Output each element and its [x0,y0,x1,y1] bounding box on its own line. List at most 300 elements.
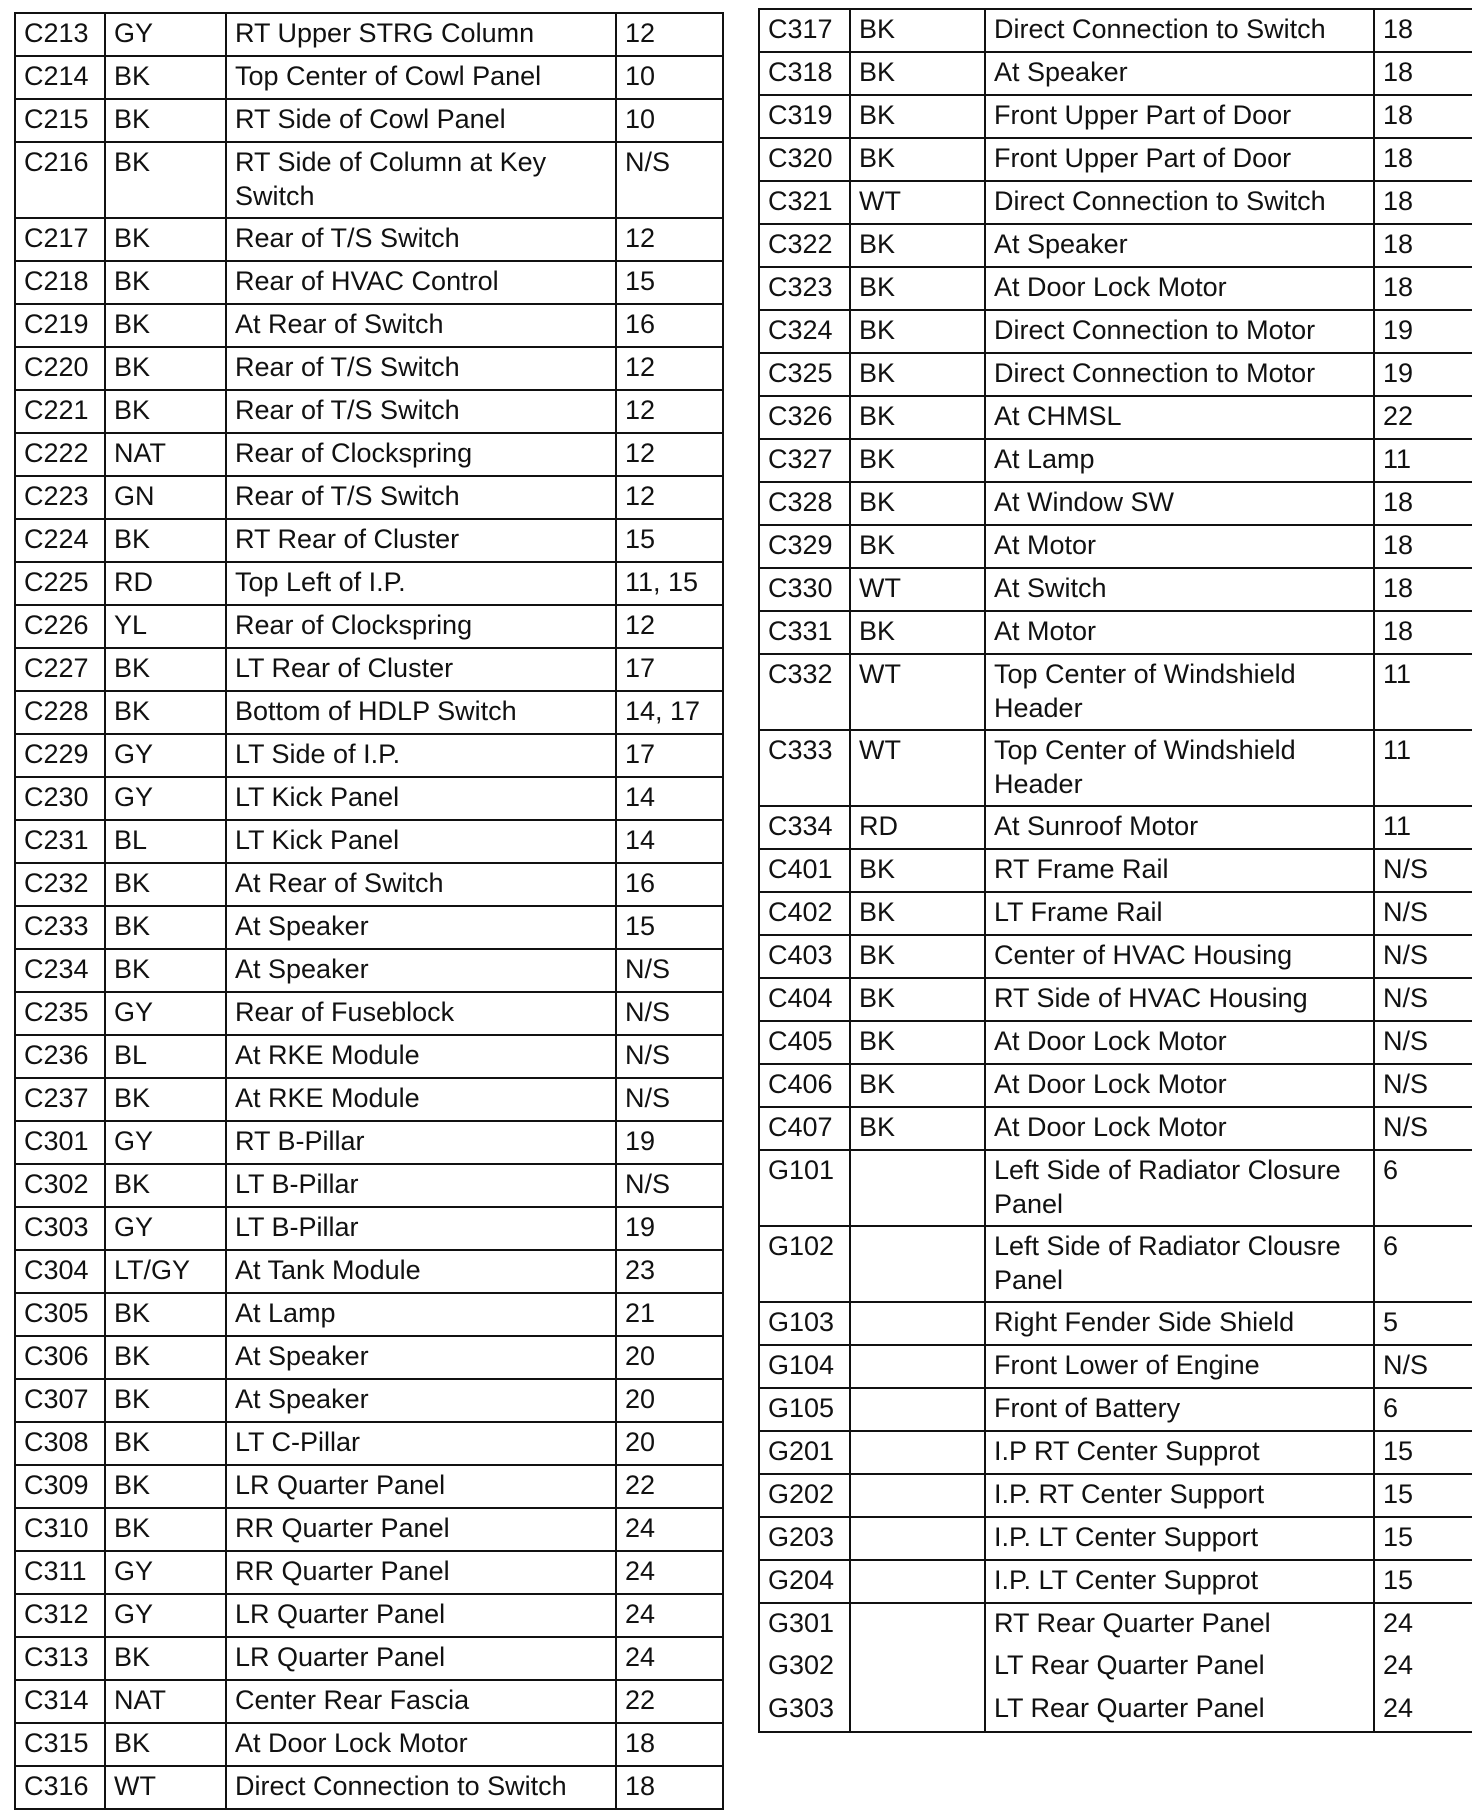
location-cell: RR Quarter Panel [226,1551,616,1594]
location-cell: At Speaker [985,224,1374,267]
location-cell: Rear of HVAC Control [226,261,616,304]
table-row [15,1078,723,1121]
location-cell: At Speaker [226,1379,616,1422]
location-cell: Top Left of I.P. [226,562,616,605]
location-cell: At Door Lock Motor [226,1723,616,1766]
location-cell: LT Side of I.P. [226,734,616,777]
table-row [15,863,723,906]
location-cell: At Tank Module [226,1250,616,1293]
wire-color-cell: BK [105,99,226,142]
connector-id-cell: C329 [759,525,850,568]
table-row [759,224,1472,267]
page-ref-cell: 22 [1374,396,1472,439]
wire-color-cell: BK [105,304,226,347]
wire-color-cell: GY [105,734,226,777]
table-row [759,1689,1472,1732]
location-cell: At Lamp [226,1293,616,1336]
table-row [759,1345,1472,1388]
connector-id-cell: C213 [15,13,105,56]
connector-id-cell: C308 [15,1422,105,1465]
table-row [15,56,723,99]
wire-color-cell: NAT [105,433,226,476]
wire-color-cell: BK [105,1465,226,1508]
wire-color-cell [850,1388,985,1431]
location-cell: Direct Connection to Motor [985,310,1374,353]
location-cell: At Door Lock Motor [985,1064,1374,1107]
connector-id-cell: C234 [15,949,105,992]
wire-color-cell: NAT [105,1680,226,1723]
table-row [759,267,1472,310]
location-cell: RT B-Pillar [226,1121,616,1164]
location-cell: At Sunroof Motor [985,806,1374,849]
page-ref-cell: 15 [616,519,723,562]
connector-id-cell: C326 [759,396,850,439]
wire-color-cell: BL [105,820,226,863]
wire-color-cell: BK [850,935,985,978]
table-row [15,1766,723,1809]
page-ref-cell: 22 [616,1465,723,1508]
connector-id-cell: C318 [759,52,850,95]
wire-color-cell: BK [105,142,226,218]
table-row [759,52,1472,95]
wire-color-cell [850,1150,985,1226]
table-row [15,605,723,648]
location-cell: Left Side of Radiator Clousre Panel [985,1226,1374,1302]
wire-color-cell [850,1474,985,1517]
page-ref-cell: N/S [1374,935,1472,978]
connector-id-cell: C226 [15,605,105,648]
connector-id-cell: C323 [759,267,850,310]
location-cell: LR Quarter Panel [226,1465,616,1508]
page-ref-cell: 19 [1374,353,1472,396]
table-row [759,1646,1472,1689]
page-ref-cell: 21 [616,1293,723,1336]
wire-color-cell [850,1560,985,1603]
wire-color-cell: BK [105,1293,226,1336]
page-ref-cell: 18 [1374,181,1472,224]
wire-color-cell: BK [105,906,226,949]
table-row [759,396,1472,439]
connector-id-cell: G105 [759,1388,850,1431]
wire-color-cell: BK [850,95,985,138]
page-ref-cell: 6 [1374,1150,1472,1226]
page-ref-cell: N/S [616,1078,723,1121]
wire-color-cell: GY [105,1207,226,1250]
table-row [15,1164,723,1207]
connector-id-cell: C332 [759,654,850,730]
location-cell: RT Side of HVAC Housing [985,978,1374,1021]
connector-id-cell: C301 [15,1121,105,1164]
table-row [759,892,1472,935]
page-ref-cell: 18 [1374,52,1472,95]
wire-color-cell [850,1226,985,1302]
wire-color-cell: GY [105,992,226,1035]
connector-id-cell: C223 [15,476,105,519]
page-ref-cell: 17 [616,648,723,691]
page-ref-cell: 15 [1374,1517,1472,1560]
location-cell: Bottom of HDLP Switch [226,691,616,734]
location-cell: At Door Lock Motor [985,1021,1374,1064]
page-ref-cell: 17 [616,734,723,777]
wire-color-cell: BK [105,347,226,390]
page-ref-cell: 24 [616,1508,723,1551]
table-row [759,482,1472,525]
connector-id-cell: C315 [15,1723,105,1766]
table-row [15,476,723,519]
page-ref-cell: 18 [1374,568,1472,611]
wire-color-cell: BK [105,1336,226,1379]
connector-id-cell: C225 [15,562,105,605]
connector-id-cell: C307 [15,1379,105,1422]
wire-color-cell: WT [850,730,985,806]
location-cell: RT Side of Cowl Panel [226,99,616,142]
page-ref-cell: 24 [616,1637,723,1680]
table-row [15,949,723,992]
page-ref-cell: 24 [616,1551,723,1594]
table-row [15,142,723,218]
table-row [759,525,1472,568]
table-row [15,1680,723,1723]
table-row [759,1517,1472,1560]
table-row [15,1508,723,1551]
location-cell: At Speaker [226,949,616,992]
table-row [759,310,1472,353]
connector-id-cell: C224 [15,519,105,562]
connector-id-cell: C302 [15,1164,105,1207]
page-ref-cell: N/S [616,949,723,992]
wire-color-cell: BK [105,218,226,261]
location-cell: LT B-Pillar [226,1207,616,1250]
wire-color-cell [850,1689,985,1732]
page-ref-cell: N/S [1374,1345,1472,1388]
connector-id-cell: C215 [15,99,105,142]
connector-id-cell: G104 [759,1345,850,1388]
page-ref-cell: 6 [1374,1226,1472,1302]
location-cell: I.P. LT Center Supprot [985,1560,1374,1603]
table-row [759,1431,1472,1474]
location-cell: Right Fender Side Shield [985,1302,1374,1345]
table-row [15,1594,723,1637]
page-ref-cell: 18 [1374,525,1472,568]
table-row [15,390,723,433]
location-cell: LR Quarter Panel [226,1594,616,1637]
wire-color-cell: BK [105,1422,226,1465]
page-ref-cell: 15 [616,906,723,949]
page-ref-cell: 18 [616,1723,723,1766]
page-ref-cell: 14 [616,777,723,820]
table-row [15,261,723,304]
connector-id-cell: C401 [759,849,850,892]
wire-color-cell: BK [105,648,226,691]
wire-color-cell: WT [850,181,985,224]
location-cell: At CHMSL [985,396,1374,439]
wire-color-cell: BK [850,1107,985,1150]
table-row [759,568,1472,611]
table-row [759,730,1472,806]
location-cell: Direct Connection to Motor [985,353,1374,396]
connector-id-cell: C306 [15,1336,105,1379]
location-cell: At Lamp [985,439,1374,482]
location-cell: At Rear of Switch [226,863,616,906]
location-cell: RT Upper STRG Column [226,13,616,56]
connector-id-cell: C330 [759,568,850,611]
wire-color-cell: BK [850,611,985,654]
wire-color-cell: BL [105,1035,226,1078]
table-row [759,1302,1472,1345]
page-ref-cell: 10 [616,99,723,142]
location-cell: At Window SW [985,482,1374,525]
page-ref-cell: 12 [616,390,723,433]
page-ref-cell: 15 [1374,1431,1472,1474]
location-cell: LR Quarter Panel [226,1637,616,1680]
location-cell: Rear of T/S Switch [226,476,616,519]
location-cell: At Rear of Switch [226,304,616,347]
connector-id-cell: C229 [15,734,105,777]
table-row [15,1250,723,1293]
wire-color-cell: BK [105,1379,226,1422]
location-cell: Direct Connection to Switch [985,9,1374,52]
wire-color-cell: WT [850,568,985,611]
wire-color-cell: RD [850,806,985,849]
table-row [15,1207,723,1250]
location-cell: Rear of T/S Switch [226,390,616,433]
table-row [759,935,1472,978]
page-ref-cell: 24 [1374,1646,1472,1689]
connector-id-cell: C312 [15,1594,105,1637]
location-cell: At Speaker [226,1336,616,1379]
connector-id-cell: C217 [15,218,105,261]
connector-id-cell: C328 [759,482,850,525]
location-cell: Rear of T/S Switch [226,347,616,390]
table-row [759,138,1472,181]
connector-table-right-body [759,9,1472,1732]
connector-id-cell: C319 [759,95,850,138]
wire-color-cell: BK [105,56,226,99]
table-row [15,1551,723,1594]
table-row [759,439,1472,482]
page-ref-cell: 12 [616,433,723,476]
wire-color-cell: LT/GY [105,1250,226,1293]
location-cell: At Speaker [226,906,616,949]
page-ref-cell: 18 [1374,482,1472,525]
page-ref-cell: 11 [1374,654,1472,730]
table-row [15,13,723,56]
wire-color-cell: RD [105,562,226,605]
wire-color-cell: BK [850,267,985,310]
page-ref-cell: 24 [1374,1603,1472,1646]
connector-id-cell: C309 [15,1465,105,1508]
page-ref-cell: 14 [616,820,723,863]
table-row [759,1388,1472,1431]
connector-id-cell: G102 [759,1226,850,1302]
connector-id-cell: C235 [15,992,105,1035]
connector-id-cell: G303 [759,1689,850,1732]
wire-color-cell: GY [105,13,226,56]
wire-color-cell: BK [105,949,226,992]
connector-id-cell: C220 [15,347,105,390]
wire-color-cell: BK [105,863,226,906]
page-ref-cell: 12 [616,476,723,519]
table-row [759,353,1472,396]
page-ref-cell: 18 [1374,9,1472,52]
table-row [759,978,1472,1021]
page-ref-cell: 5 [1374,1302,1472,1345]
page-ref-cell: 19 [1374,310,1472,353]
location-cell: Front Upper Part of Door [985,95,1374,138]
wire-color-cell: BK [850,849,985,892]
wire-color-cell: BK [850,353,985,396]
location-cell: RR Quarter Panel [226,1508,616,1551]
wire-color-cell: BK [850,892,985,935]
connector-id-cell: C216 [15,142,105,218]
table-row [759,1064,1472,1107]
wire-color-cell: BK [105,1508,226,1551]
connector-id-cell: C237 [15,1078,105,1121]
page-ref-cell: 15 [1374,1474,1472,1517]
page-ref-cell: 15 [616,261,723,304]
location-cell: LT Frame Rail [985,892,1374,935]
wire-color-cell: BK [850,52,985,95]
page-ref-cell: 14, 17 [616,691,723,734]
connector-id-cell: G103 [759,1302,850,1345]
wire-color-cell: BK [105,1078,226,1121]
location-cell: RT Rear of Cluster [226,519,616,562]
wire-color-cell: GY [105,777,226,820]
wire-color-cell: BK [850,978,985,1021]
connector-id-cell: C233 [15,906,105,949]
wire-color-cell: BK [105,1164,226,1207]
table-row [759,181,1472,224]
connector-id-cell: C402 [759,892,850,935]
page-ref-cell: N/S [1374,892,1472,935]
connector-id-cell: G203 [759,1517,850,1560]
page-ref-cell: 12 [616,218,723,261]
connector-id-cell: C331 [759,611,850,654]
table-row [15,1422,723,1465]
connector-table-left [14,12,724,1810]
location-cell: At Motor [985,525,1374,568]
page-ref-cell: 15 [1374,1560,1472,1603]
location-cell: I.P. LT Center Support [985,1517,1374,1560]
connector-id-cell: C232 [15,863,105,906]
wire-color-cell: WT [105,1766,226,1809]
wire-color-cell: BK [850,482,985,525]
location-cell: Rear of T/S Switch [226,218,616,261]
table-row [15,1336,723,1379]
location-cell: I.P. RT Center Support [985,1474,1374,1517]
wire-color-cell: BK [850,9,985,52]
page-ref-cell: 18 [616,1766,723,1809]
table-row [15,820,723,863]
page-ref-cell: 16 [616,304,723,347]
table-row [15,648,723,691]
page-ref-cell: 11, 15 [616,562,723,605]
connector-id-cell: C221 [15,390,105,433]
connector-id-cell: C334 [759,806,850,849]
page-ref-cell: N/S [616,992,723,1035]
wire-color-cell: BK [850,224,985,267]
location-cell: Front of Battery [985,1388,1374,1431]
connector-id-cell: C405 [759,1021,850,1064]
wire-color-cell: BK [105,261,226,304]
wire-color-cell: GY [105,1594,226,1637]
connector-id-cell: G201 [759,1431,850,1474]
page-ref-cell: 12 [616,347,723,390]
connector-id-cell: C227 [15,648,105,691]
connector-id-cell: C230 [15,777,105,820]
table-row [15,347,723,390]
page-ref-cell: N/S [1374,978,1472,1021]
location-cell: At Motor [985,611,1374,654]
page-ref-cell: 11 [1374,806,1472,849]
page-ref-cell: 24 [1374,1689,1472,1732]
page-ref-cell: 19 [616,1207,723,1250]
location-cell: Top Center of Windshield Header [985,730,1374,806]
connector-id-cell: C222 [15,433,105,476]
page-ref-cell: 18 [1374,224,1472,267]
location-cell: At Speaker [985,52,1374,95]
wire-color-cell [850,1345,985,1388]
page-ref-cell: 18 [1374,138,1472,181]
page-ref-cell: 12 [616,13,723,56]
wire-color-cell: BK [105,1723,226,1766]
table-row [759,849,1472,892]
page-ref-cell: 12 [616,605,723,648]
connector-id-cell: G204 [759,1560,850,1603]
table-row [15,1465,723,1508]
wire-color-cell: GN [105,476,226,519]
connector-id-cell: C231 [15,820,105,863]
table-row [15,218,723,261]
connector-id-cell: G202 [759,1474,850,1517]
location-cell: RT Rear Quarter Panel [985,1603,1374,1646]
connector-id-cell: C317 [759,9,850,52]
location-cell: Top Center of Cowl Panel [226,56,616,99]
location-cell: Rear of Clockspring [226,433,616,476]
page-ref-cell: 16 [616,863,723,906]
page-ref-cell: 18 [1374,267,1472,310]
table-row [759,1560,1472,1603]
location-cell: RT Frame Rail [985,849,1374,892]
table-row [15,906,723,949]
connector-id-cell: G301 [759,1603,850,1646]
table-row [759,1603,1472,1646]
connector-id-cell: C310 [15,1508,105,1551]
table-row [759,806,1472,849]
connector-id-cell: C325 [759,353,850,396]
connector-id-cell: C214 [15,56,105,99]
page-ref-cell: 6 [1374,1388,1472,1431]
page-ref-cell: 20 [616,1336,723,1379]
table-row [15,1379,723,1422]
wire-color-cell: BK [105,519,226,562]
wire-color-cell: YL [105,605,226,648]
wire-color-cell: WT [850,654,985,730]
table-row [15,433,723,476]
connector-id-cell: C314 [15,1680,105,1723]
table-row [15,691,723,734]
table-row [759,1150,1472,1226]
table-row [759,1021,1472,1064]
table-row [759,1107,1472,1150]
wire-color-cell: BK [850,525,985,568]
table-row [15,562,723,605]
table-row [15,1637,723,1680]
table-row [759,9,1472,52]
connector-id-cell: C228 [15,691,105,734]
connector-id-cell: C403 [759,935,850,978]
location-cell: LT C-Pillar [226,1422,616,1465]
